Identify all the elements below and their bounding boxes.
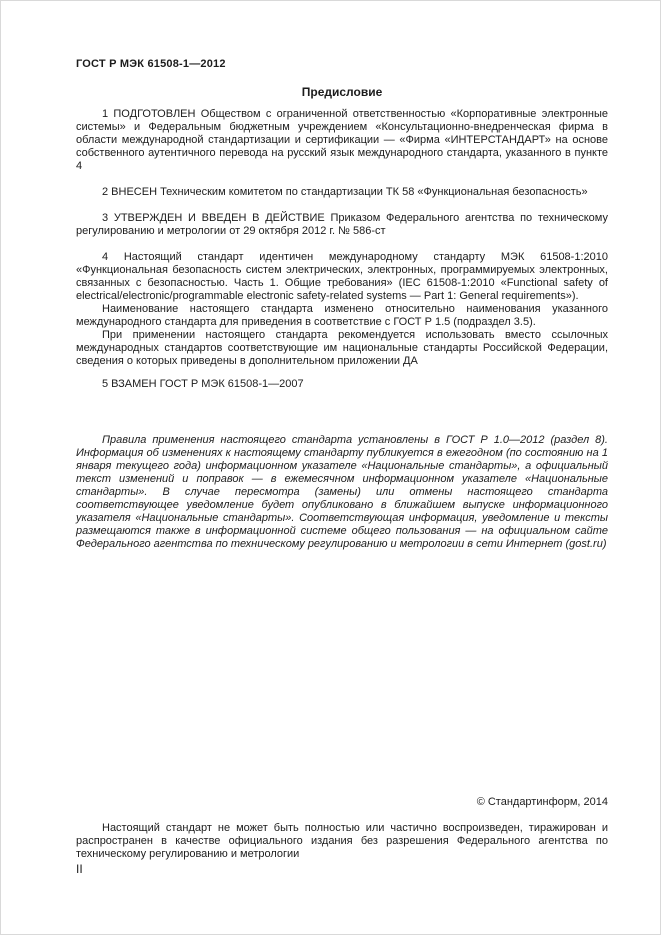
foreword-item-3: 3 УТВЕРЖДЕН И ВВЕДЕН В ДЕЙСТВИЕ Приказом Федерального агентства по техническому регулированию и метрологии от 29 октября 2012 г. № 586-ст	[76, 212, 608, 237]
foreword-item-1: 1 ПОДГОТОВЛЕН Обществом с ограниченной ответственностью «Корпоративные электронные системы» и Федеральным бюджетным учреждением «Консультационно-внедренческая фирма в области международной стандартизации и сертификации — «Фирма «ИНТЕРСТАНДАРТ» на основе собственного аутентичного перевода на русский язык международного стандарта, указанного в пункте 4	[76, 108, 608, 172]
foreword-item-4: 4 Настоящий стандарт идентичен международному стандарту МЭК 61508-1:2010 «Функциональная безопасность систем электрических, электронных, программируемых электронных, связанных с безопасностью. Часть 1. Общие требования» (IEC 61508-1:2010 «Functional safety of electrical/electronic/programmable electronic safety-related systems — Part 1: General requirements»).	[76, 251, 608, 302]
copyright-line: © Стандартинформ, 2014	[476, 796, 608, 808]
foreword-item-2: 2 ВНЕСЕН Техническим комитетом по стандартизации ТК 58 «Функциональная безопасность»	[102, 186, 588, 198]
page-title: Предисловие	[301, 85, 383, 99]
standard-designation: ГОСТ Р МЭК 61508-1—2012	[76, 58, 226, 70]
application-rules-note: Правила применения настоящего стандарта установлены в ГОСТ Р 1.0—2012 (раздел 8). Информация об изменениях к настоящему стандарту публикуется в ежегодном (по состоянию на 1 января текущего года) информационном указателе «Национальные стандарты», а официальный текст изменений и поправок — в ежемесячном информационном указателе «Национальные стандарты». В случае пересмотра (замены) или отмены настоящего стандарта соответствующее уведомление будет опубликовано в ближайшем выпуске информационного указателя «Национальные стандарты». Соответствующая информация, уведомление и тексты размещаются также в информационной системе общего пользования — на официальном сайте Федерального агентства по техническому регулированию и метрологии в сети Интернет (gost.ru)	[76, 434, 608, 550]
foreword-item-4-name-change: Наименование настоящего стандарта изменено относительно наименования указанного международного стандарта для приведения в соответствие с ГОСТ Р 1.5 (подраздел 3.5).	[76, 303, 608, 328]
page-number: II	[76, 862, 83, 876]
document-content	[76, 58, 608, 551]
foreword-item-5: 5 ВЗАМЕН ГОСТ Р МЭК 61508-1—2007	[102, 378, 304, 390]
reproduction-restriction: Настоящий стандарт не может быть полностью или частично воспроизведен, тиражирован и распространен в качестве официального издания без разрешения Федерального агентства по техническому регулированию и метрологии	[76, 822, 608, 860]
foreword-item-4-application: При применении настоящего стандарта рекомендуется использовать вместо ссылочных международных стандартов соответствующие им национальные стандарты Российской Федерации, сведения о которых приведены в дополнительном приложении ДА	[76, 329, 608, 367]
